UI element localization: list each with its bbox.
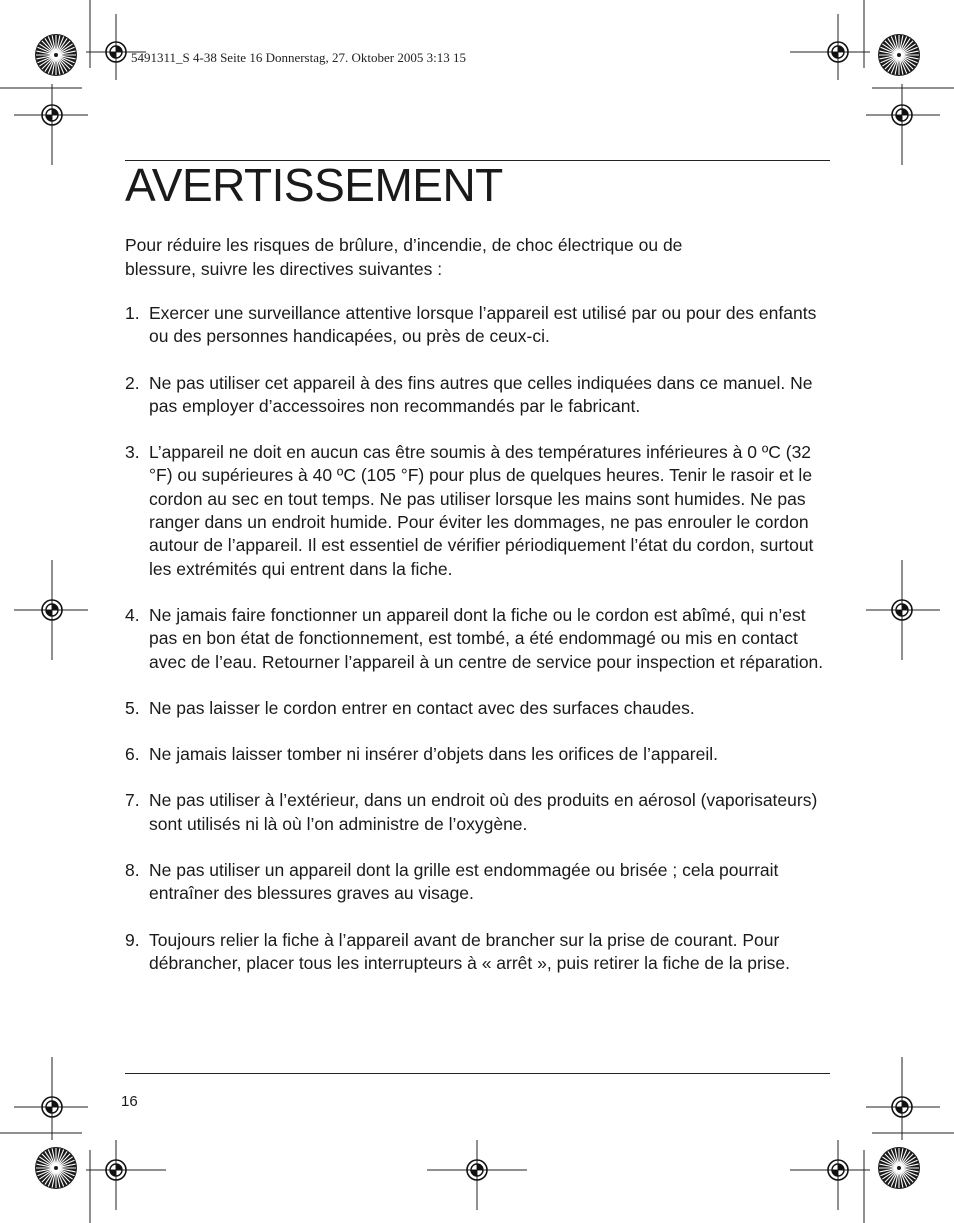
item-number: 6. <box>125 744 140 765</box>
item-text: L’appareil ne doit en aucun cas être soumis à des températures inférieures à 0 ºC (32 °F) ou supérieures à 40 ºC (105 °F) pour plus de quelques heures. Tenir le rasoir et le cordon au sec en tout temps. Ne pas utiliser lorsque les mains sont humides. Ne pas ranger dans un endroit humide. Pour éviter les dommages, ne pas enrouler le cordon autour de l’appareil. Il est essentiel de vérifier périodiquement l’état du cordon, surtout les extrémités qui entrent dans la fiche. <box>149 442 814 579</box>
item-number: 8. <box>125 860 140 881</box>
intro-paragraph: Pour réduire les risques de brûlure, d’incendie, de choc électrique ou de blessure, suivre les directives suivantes : <box>125 235 683 279</box>
warning-item <box>125 789 830 836</box>
item-text: Ne pas utiliser à l’extérieur, dans un endroit où des produits en aérosol (vaporisateurs) sont utilisés ni là où l’on administre de l’oxygène. <box>149 790 818 834</box>
item-text: Toujours relier la fiche à l’appareil avant de brancher sur la prise de courant. Pour débrancher, placer tous les interrupteurs à « arrêt », puis retirer la fiche de la prise. <box>149 929 791 973</box>
warning-item <box>125 929 830 976</box>
item-text: Exercer une surveillance attentive lorsque l’appareil est utilisé par ou pour des enfants ou des personnes handicapées, ou près de ceux-ci. <box>149 303 817 347</box>
item-text: Ne pas laisser le cordon entrer en contact avec des surfaces chaudes. <box>149 697 695 718</box>
bottom-rule <box>125 1073 830 1074</box>
print-slug: 5491311_S 4-38 Seite 16 Donnerstag, 27. Oktober 2005 3:13 15 <box>131 50 466 65</box>
item-number: 4. <box>125 604 140 625</box>
item-number: 7. <box>125 790 140 811</box>
item-text: Ne pas utiliser cet appareil à des fins autres que celles indiquées dans ce manuel. Ne pas employer d’accessoires non recommandés par le fabricant. <box>149 372 813 416</box>
page-title: AVERTISSEMENT <box>125 159 503 211</box>
warning-item <box>125 604 830 674</box>
item-text: Ne jamais faire fonctionner un appareil dont la fiche ou le cordon est abîmé, qui n’est pas en bon état de fonctionnement, est tombé, a été endommagé ou mis en contact avec de l’eau. Retourner l’appareil à un centre de service pour inspection et réparation. <box>149 604 824 672</box>
warning-item <box>125 441 830 581</box>
warning-list <box>125 302 830 998</box>
warning-item <box>125 859 830 906</box>
warning-item <box>125 372 830 419</box>
item-number: 9. <box>125 929 140 950</box>
item-text: Ne pas utiliser un appareil dont la grille est endommagée ou brisée ; cela pourrait entraîner des blessures graves au visage. <box>149 860 779 904</box>
item-number: 5. <box>125 697 140 718</box>
page-number: 16 <box>121 1093 138 1110</box>
warning-item <box>125 302 830 349</box>
warning-item <box>125 697 830 720</box>
item-number: 2. <box>125 372 140 393</box>
item-text: Ne jamais laisser tomber ni insérer d’objets dans les orifices de l’appareil. <box>149 744 719 765</box>
item-number: 1. <box>125 303 140 323</box>
item-number: 3. <box>125 442 140 463</box>
warning-item <box>125 743 830 766</box>
